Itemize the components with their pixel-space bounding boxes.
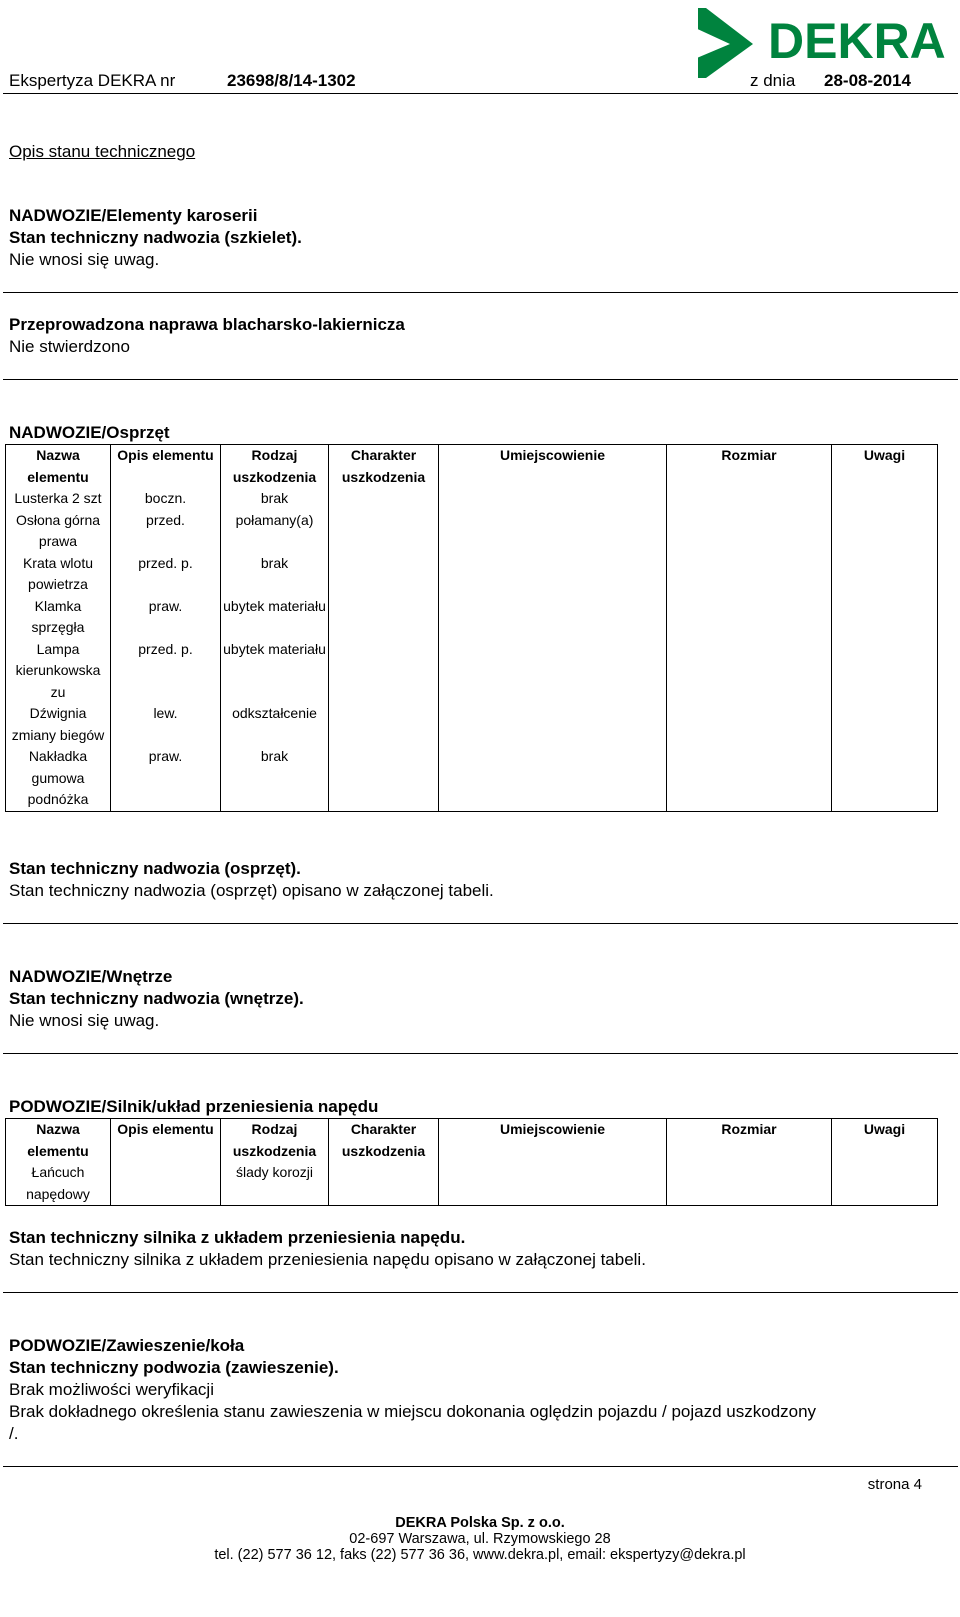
table-cell bbox=[439, 639, 667, 704]
osprzet-state-text: Stan techniczny nadwozia (osprzęt) opisano w załączonej tabeli. bbox=[9, 881, 494, 900]
table-cell: brak bbox=[221, 488, 329, 510]
table-cell bbox=[439, 553, 667, 596]
table-cell bbox=[439, 1162, 667, 1206]
divider bbox=[3, 1292, 958, 1293]
footer-divider bbox=[3, 1466, 958, 1467]
table-cell: brak bbox=[221, 746, 329, 811]
divider bbox=[3, 292, 958, 293]
table-cell: Krata wlotu powietrza bbox=[6, 553, 111, 596]
zawieszenie-text-2: Brak dokładnego określenia stanu zawieszenia w miejscu dokonania oględzin pojazdu / pojazd uszkodzony bbox=[9, 1402, 817, 1421]
table-cell bbox=[329, 510, 439, 553]
table-cell: odkształcenie bbox=[221, 703, 329, 746]
table-cell bbox=[832, 553, 938, 596]
table-cell bbox=[439, 488, 667, 510]
table-cell: Dźwignia zmiany biegów bbox=[6, 703, 111, 746]
table-cell bbox=[667, 510, 832, 553]
table-cell: Lusterka 2 szt bbox=[6, 488, 111, 510]
table-cell bbox=[832, 510, 938, 553]
table-cell: Osłona górna prawa bbox=[6, 510, 111, 553]
divider bbox=[3, 379, 958, 380]
wnetrze-state-text: Nie wnosi się uwag. bbox=[9, 1011, 160, 1030]
col-rozmiar: Rozmiar bbox=[667, 445, 832, 489]
osprzet-title: NADWOZIE/Osprzęt bbox=[9, 423, 170, 442]
table-cell bbox=[667, 703, 832, 746]
table-cell bbox=[667, 553, 832, 596]
table-cell: Łańcuch napędowy bbox=[6, 1162, 111, 1206]
col-charakter: Charakter uszkodzenia bbox=[329, 1119, 439, 1163]
col-rodzaj: Rodzaj uszkodzenia bbox=[221, 1119, 329, 1163]
table-cell bbox=[667, 1162, 832, 1206]
table-row bbox=[6, 596, 938, 639]
wnetrze-state-title: Stan techniczny nadwozia (wnętrze). bbox=[9, 989, 304, 1008]
table-cell bbox=[329, 639, 439, 704]
table-cell: praw. bbox=[111, 596, 221, 639]
table-cell: boczn. bbox=[111, 488, 221, 510]
report-date: 28-08-2014 bbox=[824, 71, 911, 90]
col-rodzaj: Rodzaj uszkodzenia bbox=[221, 445, 329, 489]
table-cell bbox=[439, 703, 667, 746]
col-rozmiar: Rozmiar bbox=[667, 1119, 832, 1163]
col-umiejscowienie: Umiejscowienie bbox=[439, 445, 667, 489]
table-cell bbox=[832, 596, 938, 639]
table-cell bbox=[329, 553, 439, 596]
silnik-state-text: Stan techniczny silnika z układem przeniesienia napędu opisano w załączonej tabeli. bbox=[9, 1250, 646, 1269]
table-row bbox=[6, 488, 938, 510]
karoseria-state-text: Nie wnosi się uwag. bbox=[9, 250, 160, 269]
footer-address: 02-697 Warszawa, ul. Rzymowskiego 28 bbox=[349, 1531, 611, 1547]
col-uwagi: Uwagi bbox=[832, 1119, 938, 1163]
table-cell bbox=[111, 1162, 221, 1206]
karoseria-title: NADWOZIE/Elementy karoserii bbox=[9, 206, 258, 225]
table-cell bbox=[329, 703, 439, 746]
divider bbox=[3, 1053, 958, 1054]
table-row bbox=[6, 1162, 938, 1206]
footer-contact: tel. (22) 577 36 12, faks (22) 577 36 36, www.dekra.pl, email: ekspertyzy@dekra.pl bbox=[214, 1547, 746, 1563]
table-row bbox=[6, 703, 938, 746]
table-cell bbox=[667, 488, 832, 510]
table-cell: przed. bbox=[111, 510, 221, 553]
table-cell bbox=[329, 1162, 439, 1206]
table-cell bbox=[832, 639, 938, 704]
wnetrze-title: NADWOZIE/Wnętrze bbox=[9, 967, 173, 986]
zawieszenie-text-1: Brak możliwości weryfikacji bbox=[9, 1380, 214, 1399]
table-row bbox=[6, 510, 938, 553]
table-cell bbox=[329, 596, 439, 639]
table-cell bbox=[329, 746, 439, 811]
silnik-table bbox=[5, 1118, 938, 1206]
zawieszenie-state-title: Stan techniczny podwozia (zawieszenie). bbox=[9, 1358, 339, 1377]
table-cell bbox=[439, 746, 667, 811]
repair-text: Nie stwierdzono bbox=[9, 337, 130, 356]
report-prefix: Ekspertyza DEKRA nr bbox=[9, 71, 176, 90]
table-cell: ślady korozji bbox=[221, 1162, 329, 1206]
table-cell bbox=[329, 488, 439, 510]
col-nazwa: Nazwa elementu bbox=[6, 445, 111, 489]
table-row bbox=[6, 639, 938, 704]
table-cell: lew. bbox=[111, 703, 221, 746]
col-charakter: Charakter uszkodzenia bbox=[329, 445, 439, 489]
table-cell: brak bbox=[221, 553, 329, 596]
table-cell bbox=[832, 488, 938, 510]
table-cell: przed. p. bbox=[111, 553, 221, 596]
logo-text: DEKRA bbox=[768, 13, 946, 69]
table-cell bbox=[832, 746, 938, 811]
table-row bbox=[6, 553, 938, 596]
zawieszenie-title: PODWOZIE/Zawieszenie/koła bbox=[9, 1336, 245, 1355]
table-cell: praw. bbox=[111, 746, 221, 811]
col-nazwa: Nazwa elementu bbox=[6, 1119, 111, 1163]
table-cell bbox=[667, 639, 832, 704]
karoseria-state-title: Stan techniczny nadwozia (szkielet). bbox=[9, 228, 302, 247]
table-cell: Lampa kierunkowska zu bbox=[6, 639, 111, 704]
header-divider bbox=[3, 93, 958, 94]
report-number: 23698/8/14-1302 bbox=[227, 71, 356, 90]
col-opis: Opis elementu bbox=[111, 1119, 221, 1163]
date-prefix: z dnia bbox=[750, 71, 796, 90]
repair-title: Przeprowadzona naprawa blacharsko-lakiernicza bbox=[9, 315, 405, 334]
table-cell bbox=[667, 596, 832, 639]
table-cell bbox=[439, 596, 667, 639]
col-opis: Opis elementu bbox=[111, 445, 221, 489]
report-header bbox=[9, 71, 960, 93]
osprzet-state-title: Stan techniczny nadwozia (osprzęt). bbox=[9, 859, 301, 878]
table-cell: Klamka sprzęgła bbox=[6, 596, 111, 639]
section-link[interactable]: Opis stanu technicznego bbox=[9, 142, 196, 161]
table-cell: ubytek materiału bbox=[221, 639, 329, 704]
zawieszenie-text-3: /. bbox=[9, 1424, 19, 1443]
table-cell bbox=[832, 1162, 938, 1206]
silnik-title: PODWOZIE/Silnik/układ przeniesienia napędu bbox=[9, 1097, 379, 1116]
table-cell: ubytek materiału bbox=[221, 596, 329, 639]
osprzet-table bbox=[5, 444, 938, 812]
table-cell bbox=[667, 746, 832, 811]
footer-company: DEKRA Polska Sp. z o.o. bbox=[395, 1515, 565, 1531]
silnik-state-title: Stan techniczny silnika z układem przeniesienia napędu. bbox=[9, 1228, 466, 1247]
table-row bbox=[6, 746, 938, 811]
table-cell: przed. p. bbox=[111, 639, 221, 704]
table-cell bbox=[439, 510, 667, 553]
page-number: strona 4 bbox=[867, 1476, 922, 1493]
divider bbox=[3, 923, 958, 924]
table-cell bbox=[832, 703, 938, 746]
col-uwagi: Uwagi bbox=[832, 445, 938, 489]
col-umiejscowienie: Umiejscowienie bbox=[439, 1119, 667, 1163]
table-cell: połamany(a) bbox=[221, 510, 329, 553]
table-cell: Nakładka gumowa podnóżka bbox=[6, 746, 111, 811]
